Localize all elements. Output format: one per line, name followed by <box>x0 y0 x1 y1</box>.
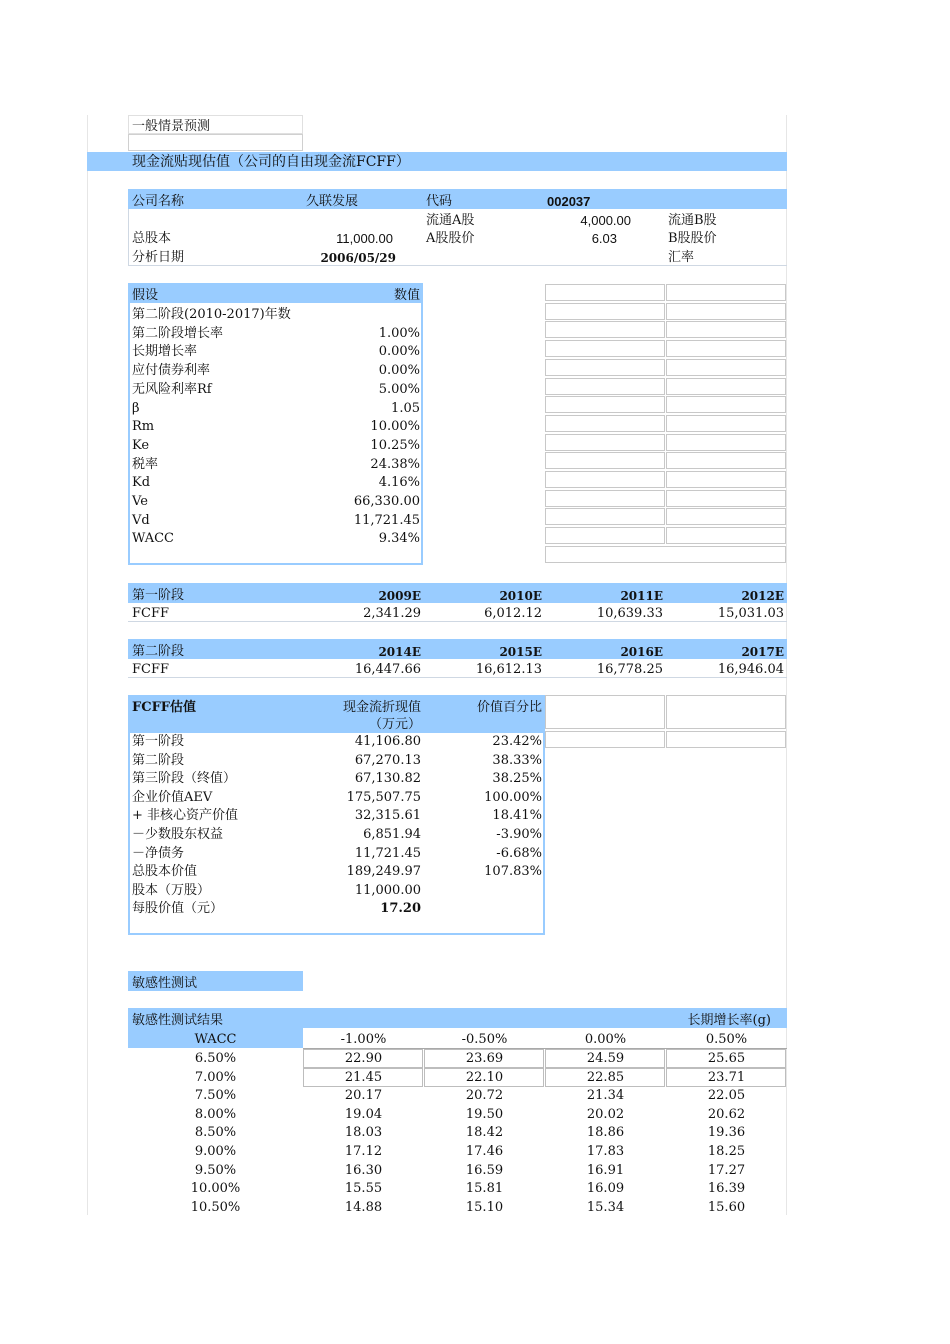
grid-cell[interactable] <box>666 340 786 357</box>
scenario-cell-2[interactable] <box>128 134 303 151</box>
sensitivity-value: 25.65 <box>707 1051 746 1066</box>
a-price-label: A股股价 <box>426 231 475 246</box>
grid-cell[interactable] <box>545 546 786 563</box>
stage2-value: 16,778.25 <box>596 662 663 677</box>
valuation-header: FCFF估值 <box>132 700 197 715</box>
sensitivity-value: 15.81 <box>465 1181 504 1197</box>
company-header-bar <box>128 189 787 209</box>
grid-cell[interactable] <box>545 359 665 376</box>
code-label: 代码 <box>426 194 453 209</box>
growth-col: -1.00% <box>340 1032 387 1047</box>
valuation-row-pct: 100.00% <box>484 789 542 805</box>
sensitivity-wacc: 10.50% <box>190 1199 241 1215</box>
valuation-row-label: + 非核心资产价值 <box>132 808 239 824</box>
assumptions-value-header: 数值 <box>393 288 420 303</box>
assumption-value[interactable]: 0.00% <box>378 344 420 360</box>
sensitivity-wacc: 10.00% <box>190 1181 241 1197</box>
valuation-row-label: 每股价值（元） <box>132 901 224 917</box>
grid-cell[interactable] <box>545 284 665 301</box>
assumption-value[interactable]: 4.16% <box>378 475 420 491</box>
sensitivity-value: 18.86 <box>586 1125 625 1141</box>
sensitivity-value: 15.34 <box>586 1199 625 1215</box>
sensitivity-wacc: 6.50% <box>194 1051 237 1066</box>
stage1-year: 2011E <box>620 589 663 603</box>
page-title: 现金流贴现估值（公司的自由现金流FCFF） <box>132 154 410 170</box>
grid-cell[interactable] <box>666 378 786 395</box>
assumption-value[interactable]: 11,721.45 <box>353 512 420 528</box>
sensitivity-value: 22.85 <box>586 1069 625 1085</box>
stage1-year: 2010E <box>499 589 542 603</box>
sensitivity-value: 21.45 <box>344 1069 383 1085</box>
sensitivity-value: 24.59 <box>586 1051 625 1066</box>
b-price-label: B股股价 <box>668 231 717 246</box>
sensitivity-value: 17.27 <box>707 1162 746 1178</box>
fx-label: 汇率 <box>668 250 695 265</box>
stage2-year: 2015E <box>499 645 542 659</box>
assumption-label: Ke <box>132 437 150 453</box>
valuation-row-pct: 23.42% <box>492 734 542 749</box>
assumption-label: Ve <box>132 494 148 509</box>
grid-cell[interactable] <box>545 378 665 395</box>
sensitivity-value: 20.17 <box>344 1088 383 1104</box>
assumption-value[interactable]: 1.00% <box>378 325 420 341</box>
valuation-row-label: 股本（万股） <box>132 882 211 898</box>
company-left-border <box>128 209 129 265</box>
stage1-value: 15,031.03 <box>717 606 784 621</box>
stage2-value: 16,612.13 <box>475 662 542 677</box>
grid-cell[interactable] <box>666 415 786 432</box>
assumption-value[interactable]: 10.00% <box>370 419 420 435</box>
float-a-label: 流通A股 <box>426 213 475 228</box>
stage1-value: 10,639.33 <box>596 606 663 621</box>
date-value: 2006/05/29 <box>320 251 396 265</box>
stage2-year: 2014E <box>378 645 421 659</box>
sensitivity-value: 18.25 <box>707 1144 746 1159</box>
assumption-label: Kd <box>132 475 151 491</box>
grid-cell[interactable] <box>545 340 665 357</box>
valuation-row-label: 企业价值AEV <box>132 789 213 805</box>
valuation-col1-unit: （万元） <box>368 717 421 732</box>
assumption-label: Vd <box>132 512 150 528</box>
valuation-row-pv: 32,315.61 <box>354 808 421 824</box>
a-price-value: 6.03 <box>591 231 617 246</box>
sensitivity-value: 20.02 <box>586 1106 625 1122</box>
valuation-row-pct: 18.41% <box>492 808 542 824</box>
valuation-row-label: －净债务 <box>132 845 185 861</box>
assumption-value[interactable]: 1.05 <box>391 400 420 416</box>
assumption-label: 第二阶段(2010-2017)年数 <box>132 307 291 322</box>
stage2-bottom-line <box>128 677 787 678</box>
assumption-value[interactable]: 5.00% <box>378 381 420 397</box>
sensitivity-value: 16.09 <box>586 1181 625 1197</box>
stage1-year: 2009E <box>378 589 421 603</box>
sensitivity-result-label: 敏感性测试结果 <box>132 1013 224 1028</box>
assumption-value[interactable]: 66,330.00 <box>353 494 420 509</box>
grid-cell[interactable] <box>545 396 665 413</box>
grid-cell[interactable] <box>545 415 665 432</box>
assumption-label: 长期增长率 <box>132 344 198 360</box>
sensitivity-value: 22.05 <box>707 1088 746 1104</box>
sensitivity-section-label: 敏感性测试 <box>132 976 198 991</box>
assumption-value[interactable]: 10.25% <box>370 437 420 453</box>
valuation-row-pct: 38.33% <box>492 752 542 768</box>
assumption-label: Rm <box>132 419 155 435</box>
valuation-row-pv: 175,507.75 <box>346 789 421 805</box>
valuation-row-pv: 6,851.94 <box>363 827 421 842</box>
sensitivity-value: 14.88 <box>344 1199 383 1215</box>
sensitivity-value: 18.03 <box>344 1125 383 1141</box>
stage2-row-label: FCFF <box>132 662 170 677</box>
sensitivity-value: 22.10 <box>465 1069 504 1085</box>
assumption-label: 应付债券利率 <box>132 363 211 379</box>
growth-col: -0.50% <box>461 1032 508 1047</box>
sensitivity-wacc: 9.50% <box>194 1162 237 1178</box>
assumption-label: 第二阶段增长率 <box>132 325 224 341</box>
sensitivity-value: 22.90 <box>344 1051 383 1066</box>
grid-cell[interactable] <box>666 434 786 451</box>
grid-cell[interactable] <box>545 303 665 320</box>
valuation-side-cell[interactable] <box>545 731 665 748</box>
assumption-label: 无风险利率Rf <box>132 381 212 397</box>
growth-col: 0.00% <box>584 1032 627 1047</box>
stage2-value: 16,447.66 <box>354 662 421 677</box>
assumption-value[interactable]: 9.34% <box>378 531 420 547</box>
grid-cell[interactable] <box>545 434 665 451</box>
valuation-side-cell[interactable] <box>666 731 786 748</box>
company-bottom-line <box>128 265 787 266</box>
sensitivity-value: 21.34 <box>586 1088 625 1104</box>
grid-cell[interactable] <box>545 527 665 544</box>
valuation-row-pv: 17.20 <box>380 901 421 917</box>
grid-cell[interactable] <box>666 359 786 376</box>
valuation-row-label: －少数股东权益 <box>132 827 224 842</box>
valuation-row-pv: 11,000.00 <box>354 882 421 898</box>
assumption-label: β <box>132 400 140 416</box>
valuation-row-pv: 67,270.13 <box>354 752 421 768</box>
valuation-row-pv: 41,106.80 <box>354 734 421 749</box>
sensitivity-value: 16.30 <box>344 1162 383 1178</box>
grid-cell[interactable] <box>666 396 786 413</box>
valuation-row-pv: 67,130.82 <box>354 771 421 787</box>
sensitivity-wacc: 7.50% <box>194 1088 237 1104</box>
stage1-row-label: FCFF <box>132 606 170 621</box>
stage1-label: 第一阶段 <box>132 588 185 603</box>
sensitivity-value: 20.72 <box>465 1088 504 1104</box>
sensitivity-value: 16.91 <box>586 1162 625 1178</box>
sensitivity-value: 17.46 <box>465 1144 504 1159</box>
growth-col: 0.50% <box>705 1032 748 1047</box>
sensitivity-value: 16.39 <box>707 1181 746 1197</box>
company-name-label: 公司名称 <box>132 194 185 209</box>
stage2-value: 16,946.04 <box>717 662 784 677</box>
grid-cell[interactable] <box>545 471 665 488</box>
sensitivity-value: 19.36 <box>707 1125 746 1141</box>
code-value: 002037 <box>547 194 591 209</box>
sensitivity-value: 20.62 <box>707 1106 746 1122</box>
sensitivity-wacc: 8.00% <box>194 1106 237 1122</box>
grid-cell[interactable] <box>666 321 786 338</box>
valuation-side-cell[interactable] <box>545 695 665 729</box>
grid-cell[interactable] <box>666 284 786 301</box>
valuation-row-label: 第三阶段（终值） <box>132 771 237 787</box>
grid-cell[interactable] <box>666 452 786 469</box>
valuation-row-pv: 11,721.45 <box>354 845 421 861</box>
float-a-value: 4,000.00 <box>580 213 631 228</box>
sensitivity-value: 15.60 <box>707 1199 746 1215</box>
grid-cell[interactable] <box>666 527 786 544</box>
sensitivity-wacc: 8.50% <box>194 1125 237 1141</box>
total-shares-value: 11,000.00 <box>336 231 393 246</box>
scenario-label: 一般情景预测 <box>132 119 211 134</box>
valuation-row-label: 总股本价值 <box>132 864 198 880</box>
valuation-col1: 现金流折现值 <box>342 700 421 715</box>
grid-cell[interactable] <box>666 490 786 507</box>
valuation-row-pct: 107.83% <box>484 864 542 880</box>
stage1-value: 6,012.12 <box>484 606 542 621</box>
grid-cell[interactable] <box>545 321 665 338</box>
stage1-year: 2012E <box>741 589 784 603</box>
assumption-label: WACC <box>132 531 174 547</box>
sensitivity-value: 18.42 <box>465 1125 504 1141</box>
sensitivity-value: 17.12 <box>344 1144 383 1159</box>
valuation-row-label: 第二阶段 <box>132 752 185 768</box>
stage2-label: 第二阶段 <box>132 644 185 659</box>
stage1-bottom-line <box>128 621 787 622</box>
valuation-row-pct: 38.25% <box>492 771 542 787</box>
assumptions-header: 假设 <box>132 288 159 303</box>
grid-cell[interactable] <box>545 490 665 507</box>
sensitivity-value: 15.55 <box>344 1181 383 1197</box>
float-b-label: 流通B股 <box>668 213 717 228</box>
sensitivity-value: 19.04 <box>344 1106 383 1122</box>
valuation-row-pct: -6.68% <box>496 845 542 861</box>
sensitivity-wacc: 9.00% <box>194 1144 237 1159</box>
sensitivity-wacc: 7.00% <box>194 1069 237 1085</box>
grid-cell[interactable] <box>666 508 786 525</box>
assumption-value[interactable]: 0.00% <box>378 363 420 379</box>
assumption-value[interactable]: 24.38% <box>370 456 420 472</box>
sensitivity-value: 19.50 <box>465 1106 504 1122</box>
grid-cell[interactable] <box>545 452 665 469</box>
stage2-year: 2016E <box>620 645 663 659</box>
grid-cell[interactable] <box>666 303 786 320</box>
valuation-col2: 价值百分比 <box>476 700 542 715</box>
sensitivity-value: 16.59 <box>465 1162 504 1178</box>
valuation-row-pct: -3.90% <box>496 827 542 842</box>
assumption-label: 税率 <box>132 456 159 472</box>
valuation-side-cell[interactable] <box>666 695 786 729</box>
wacc-label: WACC <box>194 1032 237 1047</box>
company-name: 久联发展 <box>306 194 359 209</box>
grid-cell[interactable] <box>666 471 786 488</box>
total-shares-label: 总股本 <box>132 231 172 246</box>
sensitivity-value: 23.69 <box>465 1051 504 1066</box>
growth-label: 长期增长率(g) <box>687 1013 771 1028</box>
sensitivity-value: 17.83 <box>586 1144 625 1159</box>
stage1-value: 2,341.29 <box>363 606 421 621</box>
valuation-row-pv: 189,249.97 <box>346 864 421 880</box>
date-label: 分析日期 <box>132 250 185 265</box>
sensitivity-value: 15.10 <box>465 1199 504 1215</box>
sensitivity-value: 23.71 <box>707 1069 746 1085</box>
grid-cell[interactable] <box>545 508 665 525</box>
valuation-row-label: 第一阶段 <box>132 734 185 749</box>
stage2-year: 2017E <box>741 645 784 659</box>
